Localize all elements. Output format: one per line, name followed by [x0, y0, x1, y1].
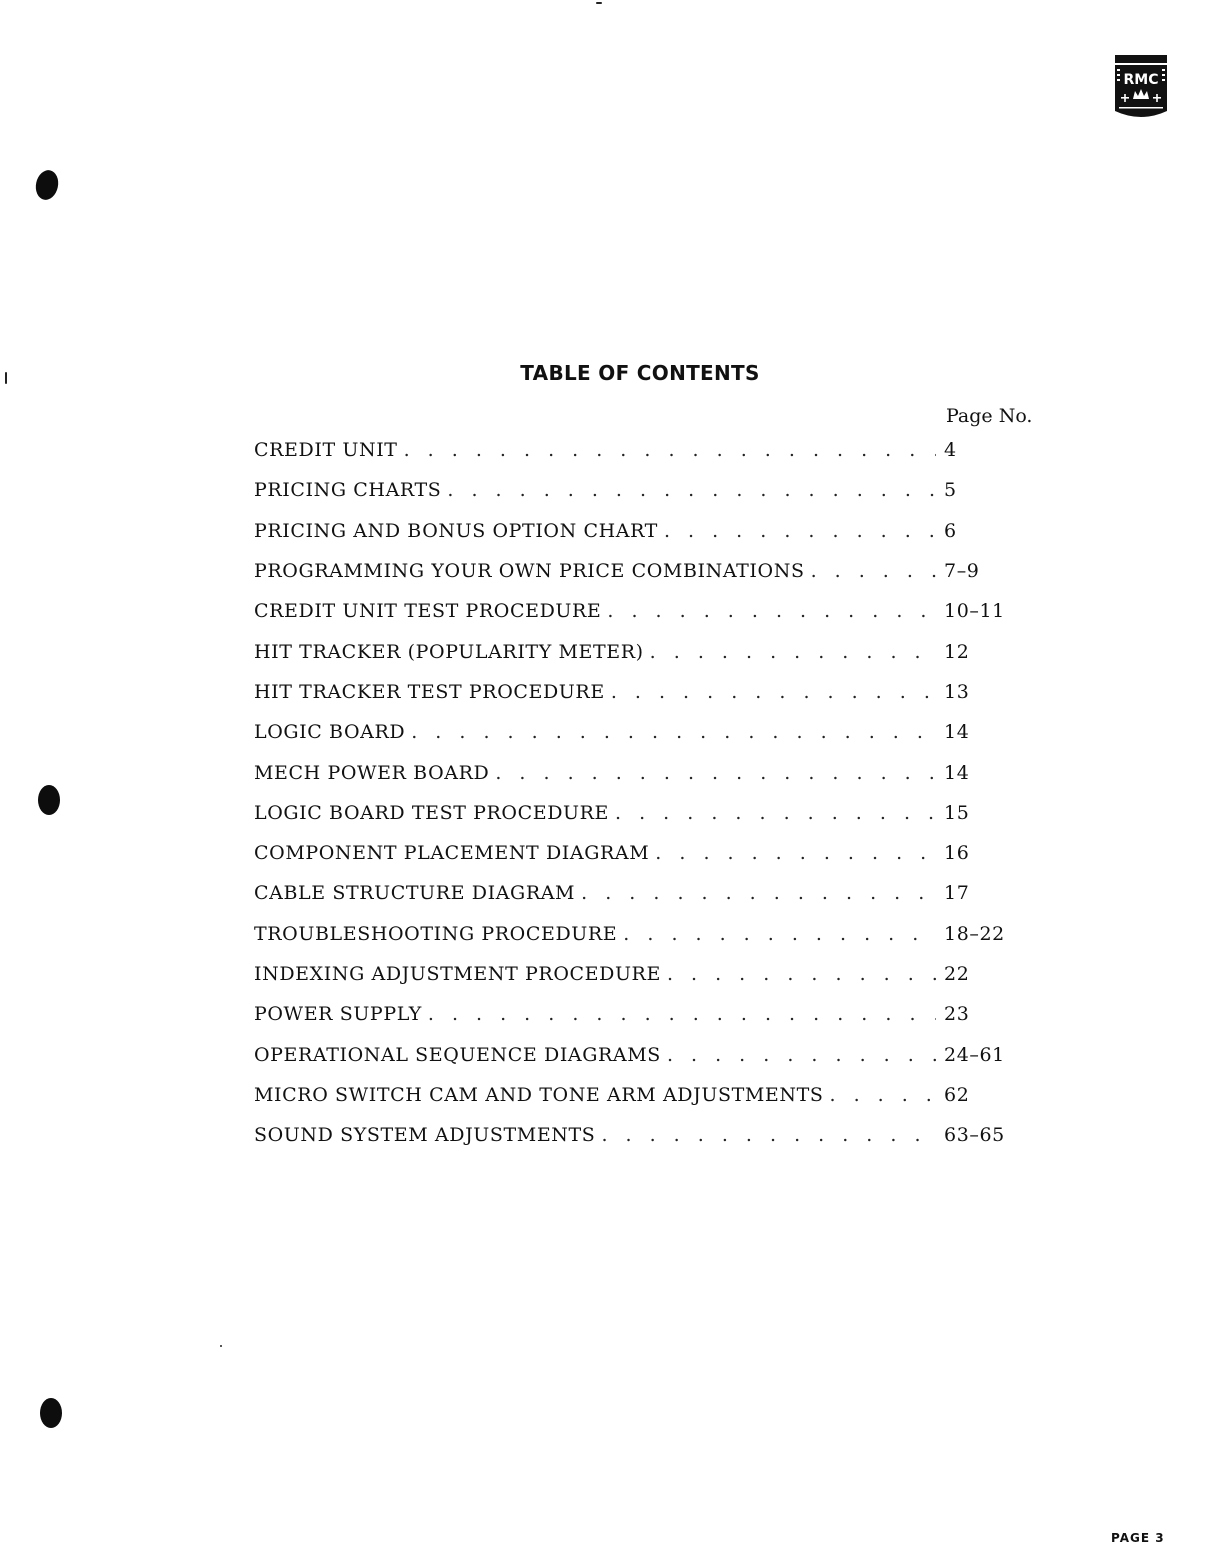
toc-entry-page: 63–65	[944, 1124, 1005, 1147]
toc-entry-page: 5	[944, 479, 957, 502]
toc-entry-title: OPERATIONAL SEQUENCE DIAGRAMS	[254, 1043, 661, 1066]
toc-entry-title: LOGIC BOARD TEST PROCEDURE	[254, 801, 610, 824]
toc-entry[interactable]	[254, 511, 1054, 551]
dot-leader	[495, 762, 936, 784]
dot-leader	[601, 1124, 936, 1146]
dot-leader	[650, 641, 936, 663]
toc-entry[interactable]	[254, 994, 1054, 1034]
toc-entry-page: 16	[944, 842, 970, 865]
toc-entry-title: COMPONENT PLACEMENT DIAGRAM	[254, 842, 650, 865]
toc-entry-page: 4	[944, 439, 957, 462]
toc-entry-page: 6	[944, 519, 957, 542]
toc-entry-title: CREDIT UNIT TEST PROCEDURE	[254, 600, 602, 623]
dot-leader	[811, 560, 936, 582]
dot-leader	[607, 600, 936, 622]
toc-entry-page: 7–9	[944, 560, 980, 583]
toc-entry-title: PRICING CHARTS	[254, 479, 442, 502]
toc-entry-page: 23	[944, 1003, 970, 1026]
page-number-column-header: Page No.	[946, 405, 1033, 427]
toc-entry-title: POWER SUPPLY	[254, 1003, 422, 1026]
toc-entry-title: MICRO SWITCH CAM AND TONE ARM ADJUSTMENTS	[254, 1083, 824, 1106]
page-title: TABLE OF CONTENTS	[520, 361, 760, 385]
dot-leader	[404, 439, 936, 461]
toc-entry[interactable]	[254, 631, 1054, 671]
dot-leader	[667, 1044, 936, 1066]
toc-entry[interactable]	[254, 833, 1054, 873]
toc-entry[interactable]	[254, 1034, 1054, 1074]
toc-entry-title: PROGRAMMING YOUR OWN PRICE COMBINATIONS	[254, 560, 805, 583]
toc-entry-page: 15	[944, 801, 970, 824]
dot-leader	[447, 479, 936, 501]
scan-speck	[596, 2, 602, 4]
dot-leader	[581, 882, 936, 904]
toc-entry[interactable]	[254, 591, 1054, 631]
toc-entry[interactable]	[254, 914, 1054, 954]
toc-entry-title: SOUND SYSTEM ADJUSTMENTS	[254, 1124, 596, 1147]
toc-entry-page: 24–61	[944, 1043, 1005, 1066]
toc-entry-page: 14	[944, 761, 970, 784]
toc-entry-title: CABLE STRUCTURE DIAGRAM	[254, 882, 576, 905]
toc-entry-title: INDEXING ADJUSTMENT PROCEDURE	[254, 963, 661, 985]
dot-leader	[615, 802, 936, 824]
toc-entry-page: 12	[944, 640, 970, 663]
toc-entry-page: 14	[944, 721, 970, 744]
dot-leader	[664, 520, 936, 542]
toc-entry[interactable]	[254, 793, 1054, 833]
toc-entry-page: 18–22	[944, 922, 1005, 945]
toc-entry[interactable]	[254, 430, 1054, 470]
toc-entry-page: 13	[944, 680, 970, 703]
dot-leader	[411, 721, 936, 743]
toc-entry-title: MECH POWER BOARD	[254, 761, 490, 784]
toc-entry-title: CREDIT UNIT	[254, 439, 398, 462]
dot-leader	[623, 923, 936, 945]
toc-entry-page: 62	[944, 1083, 970, 1106]
binder-hole	[38, 785, 60, 815]
toc-entry-title: LOGIC BOARD	[254, 721, 406, 744]
dot-leader	[829, 1084, 936, 1106]
dot-leader	[655, 842, 936, 864]
toc-entry[interactable]	[254, 551, 1054, 591]
binder-hole	[33, 168, 61, 202]
toc-entry[interactable]	[254, 672, 1054, 712]
toc-entry-page: 10–11	[944, 600, 1005, 623]
binder-hole	[40, 1398, 62, 1428]
rmc-crown-logo-icon	[1113, 53, 1169, 123]
toc-entry[interactable]	[254, 712, 1054, 752]
toc-entry-title: TROUBLESHOOTING PROCEDURE	[254, 922, 618, 945]
scan-speck	[220, 1345, 222, 1347]
toc-entry[interactable]	[254, 1115, 1054, 1155]
toc-entry[interactable]	[254, 470, 1054, 510]
logo-text: RMC	[1123, 72, 1159, 88]
dot-leader	[667, 963, 936, 985]
toc-entry[interactable]	[254, 1075, 1054, 1115]
dot-leader	[428, 1003, 936, 1025]
dot-leader	[611, 681, 936, 703]
footer-page-number: PAGE 3	[1111, 1531, 1165, 1545]
toc-entry[interactable]	[254, 752, 1054, 792]
toc-entry-title: HIT TRACKER TEST PROCEDURE	[254, 680, 605, 703]
toc-entry-title: HIT TRACKER (POPULARITY METER)	[254, 640, 644, 663]
toc-entry-title: PRICING AND BONUS OPTION CHART	[254, 519, 658, 542]
toc-entry-page: 22	[944, 963, 970, 985]
table-of-contents	[254, 430, 1054, 1155]
toc-entry[interactable]	[254, 954, 1054, 994]
toc-entry-page: 17	[944, 882, 970, 905]
toc-entry[interactable]	[254, 873, 1054, 913]
